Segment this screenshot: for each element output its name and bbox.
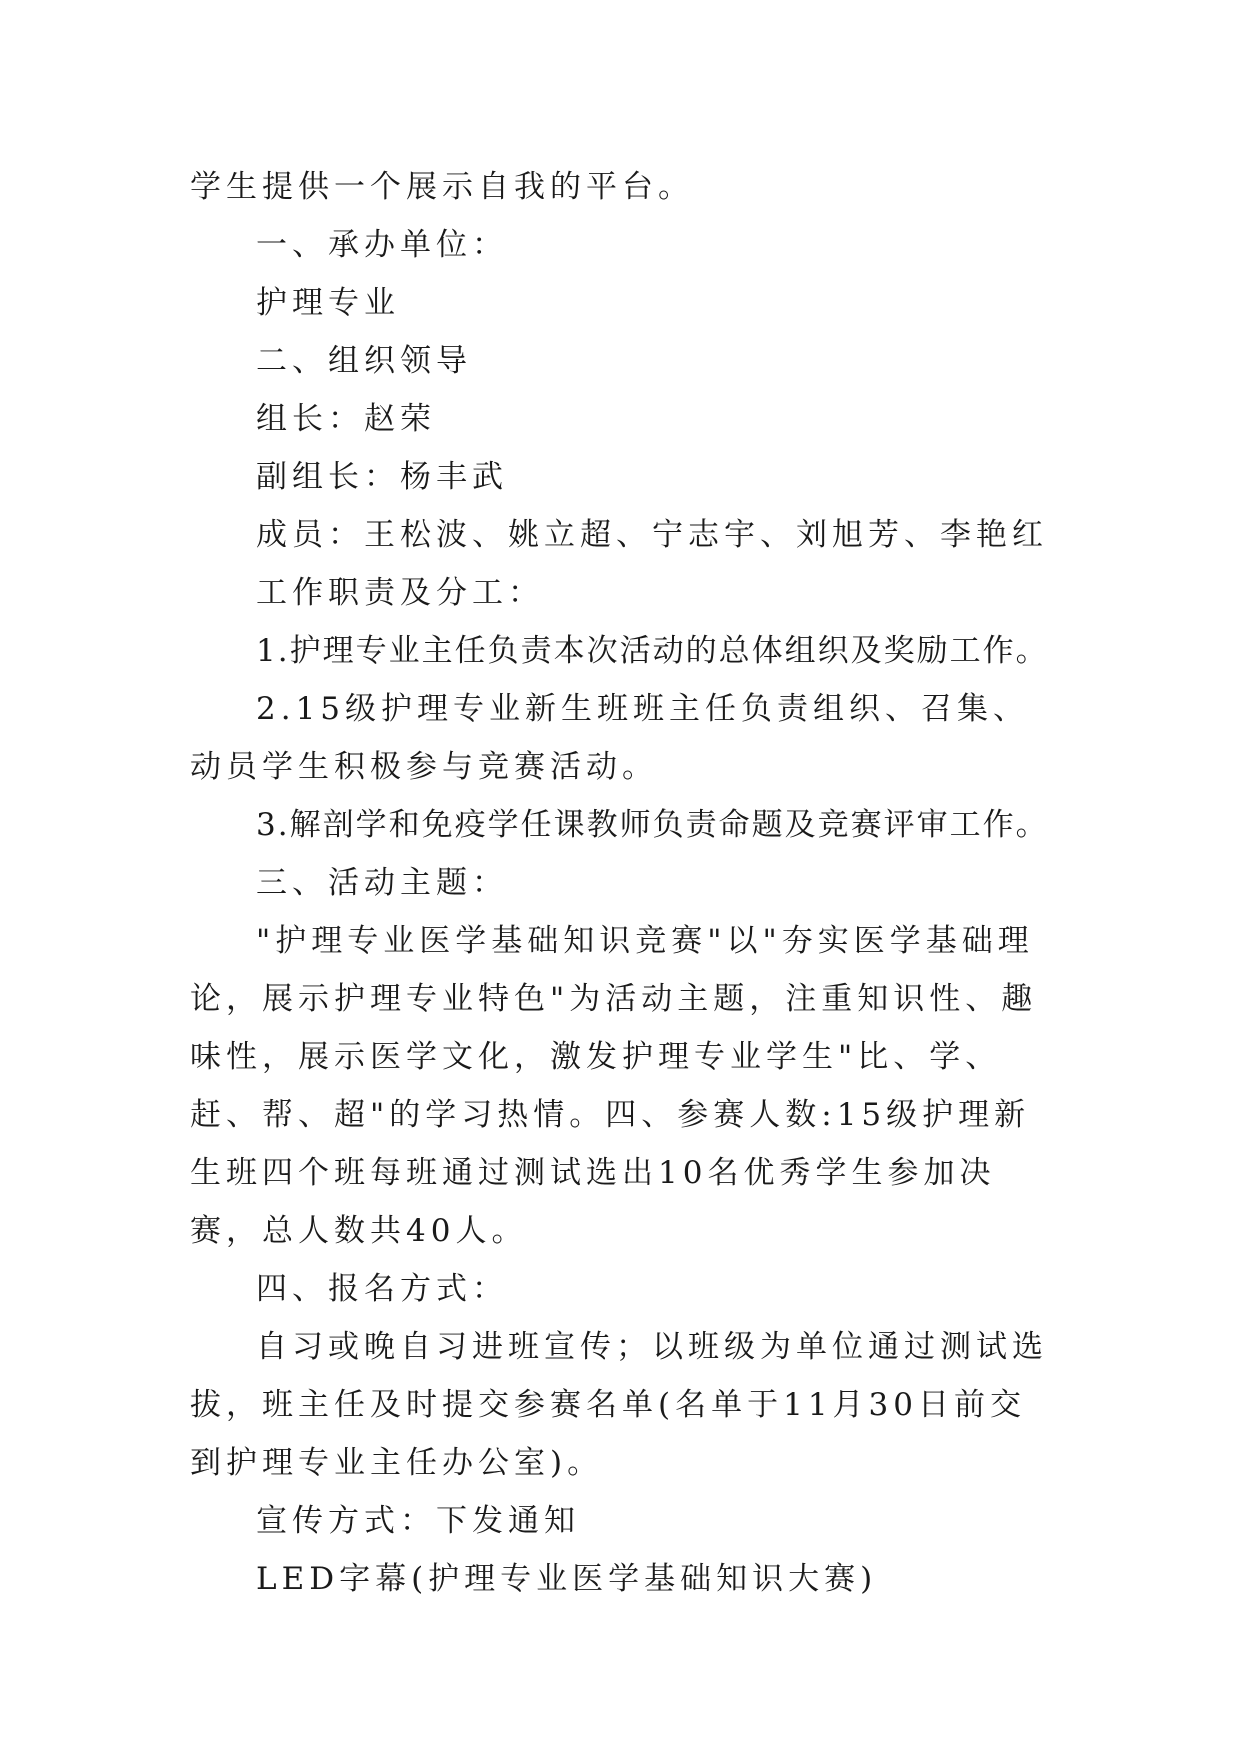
paragraph-duty-2: 2.15级护理专业新生班班主任负责组织、召集、动员学生积极参与竞赛活动。 bbox=[190, 691, 1030, 785]
paragraph-led-banner: LED字幕(护理专业医学基础知识大赛) bbox=[256, 1561, 878, 1597]
paragraph-theme: "护理专业医学基础知识竞赛"以"夯实医学基础理论，展示护理专业特色"为活动主题，注重知识性、趣味性，展示医学文化，激发护理专业学生"比、学、赶、帮、超"的学习热情。四、参赛人数:15级护理新生班四个班每班通过测试选出10名优秀学生参加决赛，总人数共40人。 bbox=[190, 923, 1038, 1249]
paragraph-duty-1: 1.护理专业主任负责本次活动的总体组织及奖励工作。 bbox=[256, 633, 1049, 669]
heading-organizer: 一、承办单位： bbox=[256, 227, 508, 263]
paragraph-deputy-leader: 副组长：杨丰武 bbox=[256, 459, 508, 495]
paragraph-members: 成员：王松波、姚立超、宁志宇、刘旭芳、李艳红 bbox=[256, 517, 1048, 553]
paragraph-duty-3: 3.解剖学和免疫学任课教师负责命题及竞赛评审工作。 bbox=[256, 807, 1049, 843]
paragraph-intro-end: 学生提供一个展示自我的平台。 bbox=[190, 169, 694, 205]
heading-registration: 四、报名方式： bbox=[256, 1271, 508, 1307]
paragraph-leader: 组长：赵荣 bbox=[256, 401, 436, 437]
heading-theme: 三、活动主题： bbox=[256, 865, 508, 901]
paragraph-registration: 自习或晚自习进班宣传；以班级为单位通过测试选拔，班主任及时提交参赛名单(名单于11月30日前交到护理专业主任办公室)。 bbox=[190, 1329, 1048, 1481]
document-body bbox=[190, 158, 1060, 1608]
paragraph-organizer-name: 护理专业 bbox=[256, 285, 400, 321]
heading-leadership: 二、组织领导 bbox=[256, 343, 472, 379]
paragraph-publicity: 宣传方式：下发通知 bbox=[256, 1503, 580, 1539]
heading-duties: 工作职责及分工： bbox=[256, 575, 544, 611]
